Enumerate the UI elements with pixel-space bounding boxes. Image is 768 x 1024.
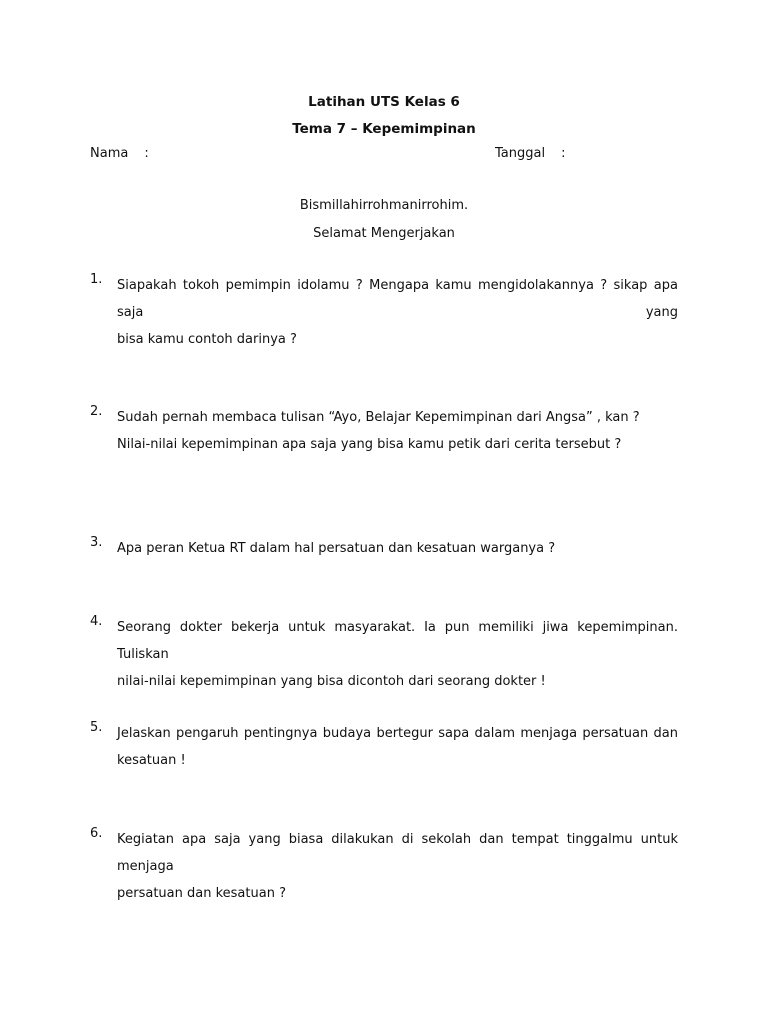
tanggal-label: Tanggal [495,146,546,161]
question-text-line: Apa peran Ketua RT dalam hal persatuan dan kesatuan warganya ? [117,541,556,556]
question-number: 1. [90,272,103,287]
question-number: 2. [90,404,103,419]
question-text-line: Nilai-nilai kepemimpinan apa saja yang bisa kamu petik dari cerita tersebut ? [117,437,622,452]
question-number: 6. [90,826,103,841]
question-number: 4. [90,614,103,629]
question-text-line: nilai-nilai kepemimpinan yang bisa dicontoh dari seorang dokter ! [117,674,546,689]
document-subtitle: Tema 7 – Kepemimpinan [292,121,476,137]
question-number: 5. [90,720,103,735]
question-text-line: Siapakah tokoh pemimpin idolamu ? Mengapa kamu mengidolakannya ? sikap apa saja yang [117,278,678,320]
nama-label: Nama [90,146,129,161]
tanggal-colon: : [561,146,566,161]
nama-colon: : [144,146,149,161]
question-text-line: Jelaskan pengaruh pentingnya budaya bertegur sapa dalam menjaga persatuan dan [117,726,678,741]
question-text-line: Sudah pernah membaca tulisan “Ayo, Belajar Kepemimpinan dari Angsa” , kan ? [117,410,640,425]
question-4 [90,614,678,695]
question-number: 3. [90,535,103,550]
document-title: Latihan UTS Kelas 6 [308,94,460,110]
nama-field [90,146,149,161]
question-text-line: kesatuan ! [117,753,186,768]
question-text-line: Kegiatan apa saja yang biasa dilakukan di sekolah dan tempat tinggalmu untuk menjaga [117,832,678,874]
question-text-line: Seorang dokter bekerja untuk masyarakat. Ia pun memiliki jiwa kepemimpinan. Tuliskan [117,620,678,662]
question-6 [90,826,678,907]
question-3 [90,535,678,562]
question-text-line: bisa kamu contoh darinya ? [117,332,297,347]
question-5 [90,720,678,774]
greeting-line-2: Selamat Mengerjakan [313,226,455,241]
greeting-line-1: Bismillahirrohmanirrohim. [299,198,469,213]
tanggal-field [495,146,565,161]
question-text-line: persatuan dan kesatuan ? [117,886,286,901]
question-2 [90,404,678,458]
question-1 [90,272,678,353]
